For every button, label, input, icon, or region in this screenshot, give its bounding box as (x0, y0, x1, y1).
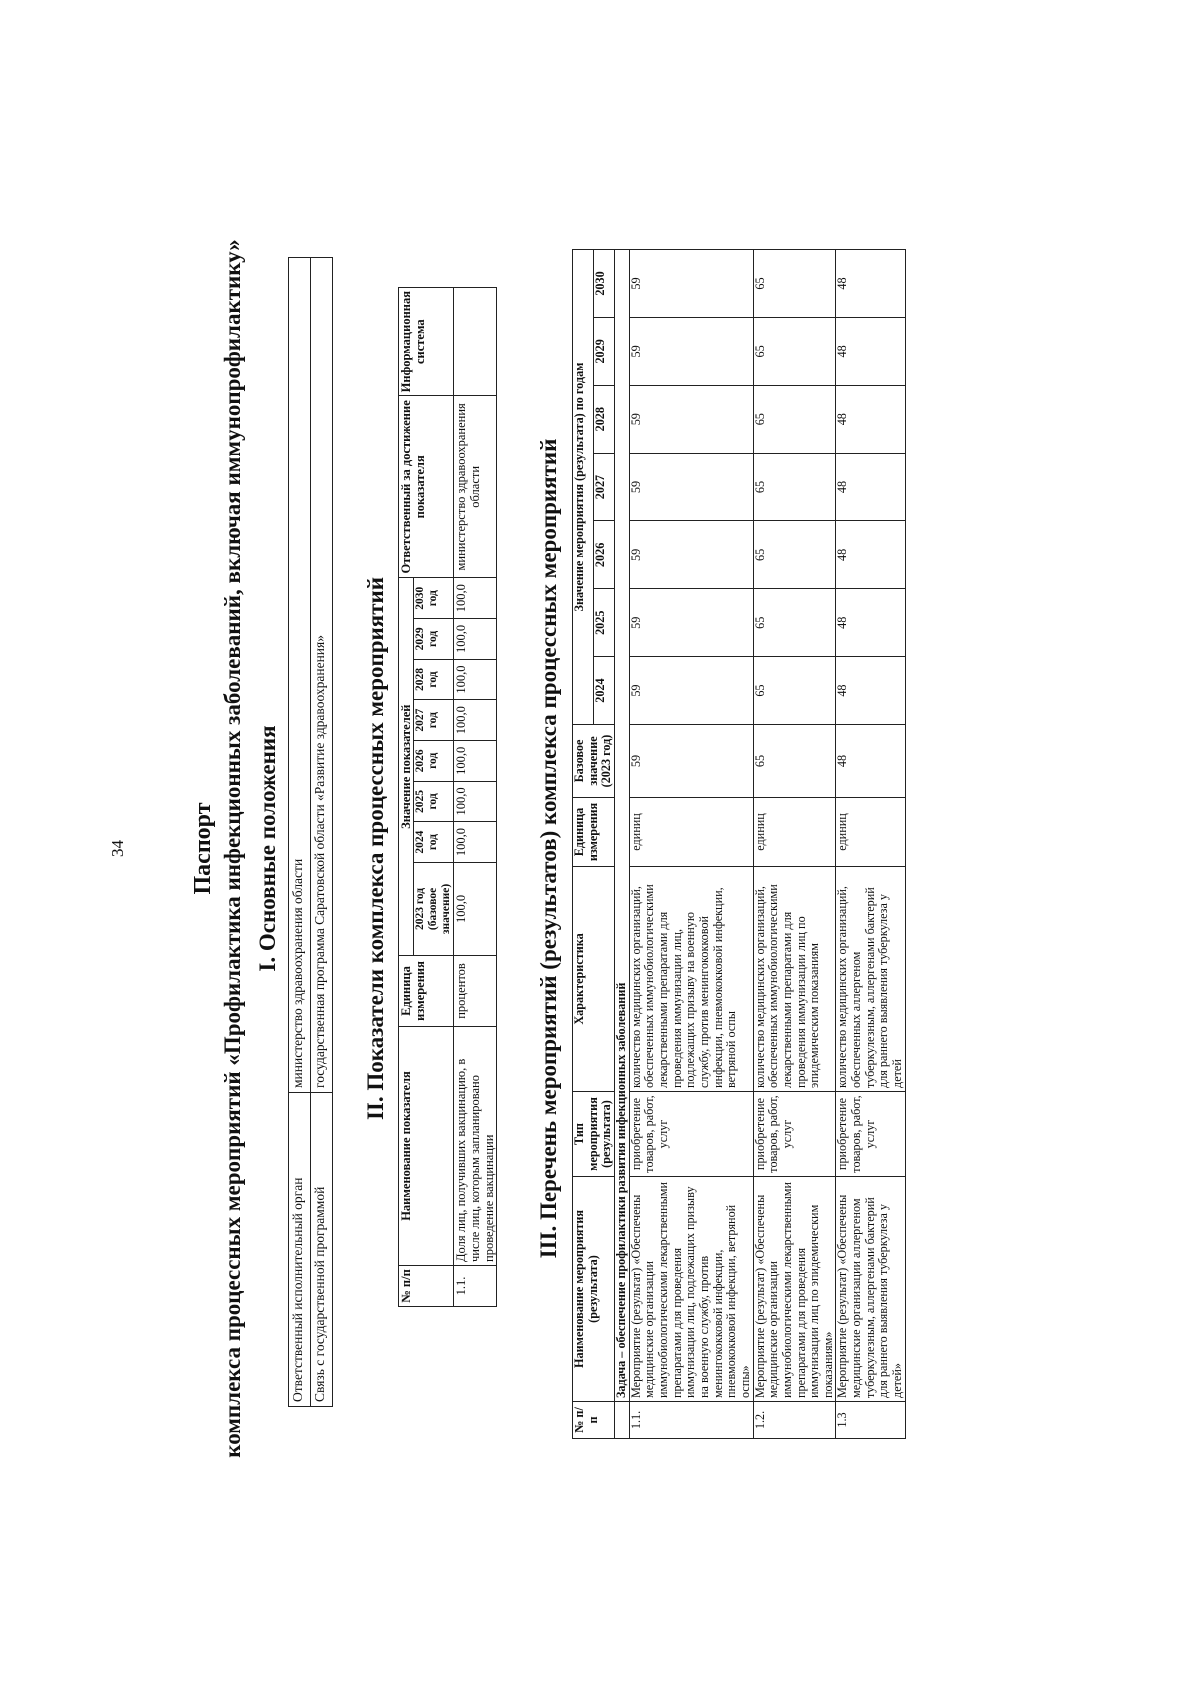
section-3-heading: III. Перечень мероприятий (результатов) комплекса процессных мероприятий (536, 438, 561, 1259)
header-cell: Тип мероприятия (результата) (573, 1092, 615, 1177)
page-number: 34 (108, 840, 127, 857)
header-cell: 2026 год (414, 740, 454, 781)
table-cell: 100,0 (453, 781, 496, 822)
table-cell: 48 (836, 385, 905, 453)
table-cell: 59 (629, 250, 753, 318)
table-header-row (573, 250, 594, 1439)
table-cell (614, 1402, 629, 1439)
header-cell: Ответственный за достижение показателя (399, 396, 454, 578)
indicators-table (398, 287, 497, 1307)
table-cell: процентов (453, 956, 496, 1027)
table-cell: Доля лиц, получивших вакцинацию, в числе лиц, которым запланировано проведение вакцинации (453, 1027, 496, 1266)
header-cell: Значение мероприятия (результата) по годам (573, 250, 594, 725)
table-cell: 59 (629, 657, 753, 725)
table-cell: 48 (836, 725, 905, 798)
table-cell: 48 (836, 657, 905, 725)
table-cell: единиц (753, 798, 836, 867)
header-cell: 2030 (593, 250, 614, 318)
table-cell: 65 (753, 250, 836, 318)
header-cell: 2025 (593, 589, 614, 657)
activities-table (572, 249, 906, 1439)
header-cell: Значение показателей (399, 578, 414, 956)
section-1-heading: I. Основные положения (255, 725, 280, 972)
table-cell: 48 (836, 521, 905, 589)
header-cell: Единица измерения (399, 956, 454, 1027)
header-cell: Базовое значение (2023 год) (573, 725, 615, 798)
header-cell: 2029 (593, 317, 614, 385)
basic-provisions-table (288, 257, 333, 1407)
table-cell: количество медицинских организаций, обеспеченных аллергеном туберкулезным, аллергенами бактерий для раннего выявления туберкулеза у детей (836, 867, 905, 1092)
table-row (289, 258, 311, 1407)
table-row (629, 250, 753, 1439)
header-cell: Наименование мероприятия (результата) (573, 1177, 615, 1402)
header-cell: 2024 год (414, 822, 454, 863)
table-cell: 65 (753, 453, 836, 521)
table-cell: приобретение товаров, работ, услуг (836, 1092, 905, 1177)
section-2-heading: II. Показатели комплекса процессных мероприятий (363, 576, 388, 1121)
table-cell: 59 (629, 521, 753, 589)
header-cell: 2023 год (базовое значение) (414, 862, 454, 955)
table-cell: 65 (753, 521, 836, 589)
table-cell: 100,0 (453, 740, 496, 781)
table-row (753, 250, 836, 1439)
table-cell: министерство здравоохранения области (453, 396, 496, 578)
header-cell: № п/п (573, 1402, 615, 1439)
table-row (836, 250, 905, 1439)
table-cell: 48 (836, 589, 905, 657)
table-cell: 59 (629, 317, 753, 385)
header-cell: 2027 (593, 453, 614, 521)
table-cell: 100,0 (453, 659, 496, 700)
table-cell: 100,0 (453, 862, 496, 955)
header-cell: Информационная система (399, 288, 454, 396)
header-cell: 2025 год (414, 781, 454, 822)
table-cell: количество медицинских организаций, обеспеченных иммунобиологическими лекарственными препаратами для проведения иммунизации лиц по эпидемическим показаниям (753, 867, 836, 1092)
table-cell: 100,0 (453, 700, 496, 741)
header-cell: 2028 год (414, 659, 454, 700)
table-cell: Мероприятие (результат) «Обеспечены медицинские организации аллергеном туберкулезным, аллергенами бактерий для раннего выявления туберкулеза у детей» (836, 1177, 905, 1402)
table-header-row (399, 288, 414, 1307)
table-cell: Ответственный исполнительный орган (289, 1093, 311, 1407)
doc-subtitle: комплекса процессных мероприятий «Профилактика инфекционных заболеваний, включая иммунопрофилактику» (220, 239, 245, 1458)
table-cell: 100,0 (453, 578, 496, 619)
table-cell: 65 (753, 317, 836, 385)
table-cell: министерство здравоохранения области (289, 258, 311, 1093)
doc-title: Паспорт (190, 802, 216, 895)
table-cell: 1.1. (629, 1402, 753, 1439)
table-cell: 59 (629, 453, 753, 521)
table-cell: государственная программа Саратовской области «Развитие здравоохранения» (311, 258, 333, 1093)
table-cell (453, 288, 496, 396)
table-cell: 65 (753, 385, 836, 453)
table-cell: 100,0 (453, 822, 496, 863)
table-cell: 65 (753, 657, 836, 725)
header-cell: 2029 год (414, 619, 454, 660)
table-cell: 48 (836, 453, 905, 521)
table-cell: 48 (836, 250, 905, 318)
header-cell: Характеристика (573, 867, 615, 1092)
table-cell: приобретение товаров, работ, услуг (753, 1092, 836, 1177)
table-cell: 48 (836, 317, 905, 385)
table-cell: Связь с государственной программой (311, 1093, 333, 1407)
header-cell: № п/п (399, 1266, 454, 1307)
table-cell: Мероприятие (результат) «Обеспечены медицинские организации иммунобиологическими лекарственными препаратами для проведения иммунизации лиц по эпидемическим показаниям» (753, 1177, 836, 1402)
table-cell: 59 (629, 589, 753, 657)
table-row (453, 288, 496, 1307)
header-cell: Наименование показателя (399, 1027, 454, 1266)
table-cell: приобретение товаров, работ, услуг (629, 1092, 753, 1177)
header-cell: Единица измерения (573, 798, 615, 867)
task-row (614, 250, 629, 1439)
header-cell: 2028 (593, 385, 614, 453)
header-cell: 2024 (593, 657, 614, 725)
table-cell: 1.3 (836, 1402, 905, 1439)
header-cell: 2030 год (414, 578, 454, 619)
table-cell: 59 (629, 725, 753, 798)
table-cell: единиц (836, 798, 905, 867)
header-cell: 2027 год (414, 700, 454, 741)
task-cell: Задача – обеспечение профилактики развития инфекционных заболеваний (614, 250, 629, 1402)
table-cell: 59 (629, 385, 753, 453)
table-cell: 65 (753, 589, 836, 657)
table-cell: 65 (753, 725, 836, 798)
table-cell: количество медицинских организаций, обеспеченных иммунобиологическими лекарственными препаратами для проведения иммунизации лиц, подлежащих призыву на военную службу, против менингококковой инфекции, пневмококковой инфекции, ветряной оспы (629, 867, 753, 1092)
table-cell: единиц (629, 798, 753, 867)
table-row (311, 258, 333, 1407)
header-cell: 2026 (593, 521, 614, 589)
table-cell: 100,0 (453, 619, 496, 660)
table-cell: Мероприятие (результат) «Обеспечены медицинские организации иммунобиологическими лекарственными препаратами для проведения иммунизации лиц, подлежащих призыву на военную службу, против менингококковой инфекции, пневмококковой инфекции, ветряной оспы» (629, 1177, 753, 1402)
table-cell: 1.2. (753, 1402, 836, 1439)
table-cell: 1.1. (453, 1266, 496, 1307)
